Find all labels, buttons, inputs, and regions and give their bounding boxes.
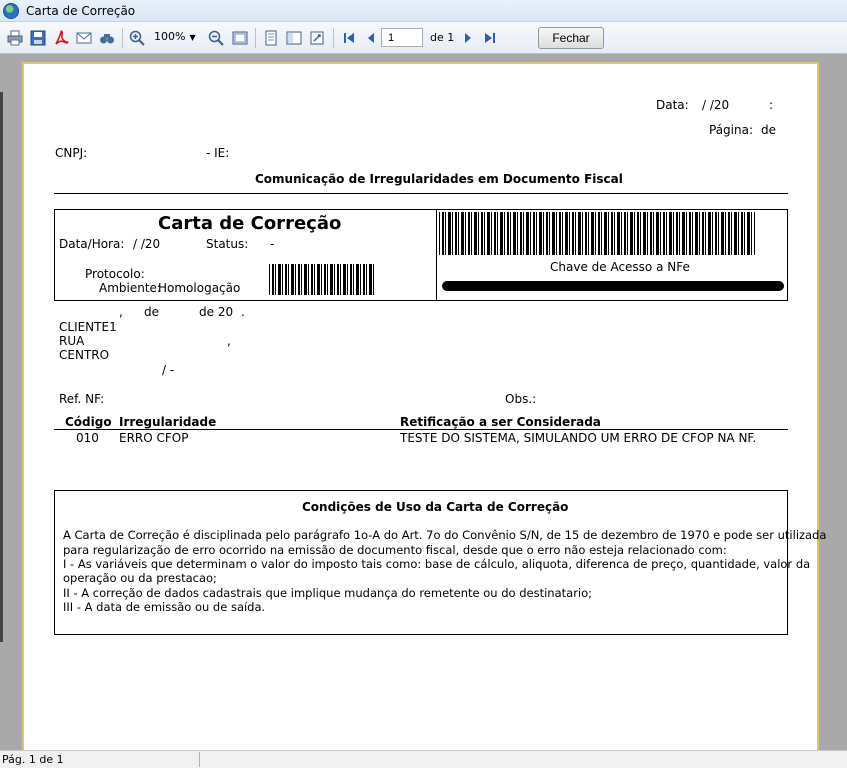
obs-label: Obs.: [505, 392, 537, 406]
report-viewer[interactable] [0, 54, 847, 750]
find-icon[interactable] [98, 29, 116, 47]
report-toolbar [0, 22, 847, 54]
row-codigo: 010 [76, 431, 99, 445]
table-header-codigo: Código [65, 415, 112, 429]
status-value: - [270, 237, 275, 251]
zoom-in-icon[interactable] [128, 29, 146, 47]
table-header-retificacao: Retificação a ser Considerada [400, 415, 601, 429]
page-icon[interactable] [262, 29, 280, 47]
page-label: Página: [709, 123, 754, 137]
conditions-line-3: I - As variáveis que determinam o valor do imposto tais como: base de cálculo, aliquota, diferenca de preço, quantidade, valor da [63, 557, 811, 571]
datahora-label: Data/Hora: [59, 237, 125, 251]
email-icon[interactable] [75, 29, 93, 47]
access-key-barcode [439, 212, 755, 255]
pdf-icon[interactable] [52, 29, 70, 47]
cidade-line: / - [162, 363, 175, 377]
ambiente-label: Ambiente: [99, 281, 161, 295]
date-line-de: de [144, 305, 159, 319]
conditions-line-4: operação ou da prestacao; [63, 571, 217, 585]
status-page-text: Pág. 1 de 1 [2, 753, 64, 766]
ref-nf-label: Ref. NF: [59, 392, 105, 406]
zoom-select[interactable] [154, 30, 196, 43]
next-page-icon[interactable] [459, 29, 477, 47]
date-value: / /20 [702, 98, 730, 112]
window-title: Carta de Correção [26, 4, 136, 18]
toolbar-separator [255, 28, 256, 48]
date-line-dot: . [241, 305, 245, 319]
table-header-irregularidade: Irregularidade [119, 415, 217, 429]
first-page-icon[interactable] [340, 29, 358, 47]
last-page-icon[interactable] [481, 29, 499, 47]
title-divider [54, 193, 788, 194]
rua: RUA [59, 334, 85, 348]
page-de: de [761, 123, 776, 137]
viewer-left-edge [0, 92, 3, 642]
prev-page-icon[interactable] [362, 29, 380, 47]
table-header-divider [54, 429, 788, 430]
toolbar-separator [122, 28, 123, 48]
chave-label: Chave de Acesso a NFe [550, 260, 690, 274]
date-line-de20: de 20 [199, 305, 234, 319]
datahora-value: / /20 [133, 237, 161, 251]
date-line-comma: , [119, 305, 123, 319]
conditions-line-1: A Carta de Correção é disciplinada pelo parágrafo 1o-A do Art. 7o do Convênio S/N, de 15 de dezembro de 1970 e pode ser utilizada [63, 528, 827, 542]
document-title: Comunicação de Irregularidades em Documento Fiscal [255, 172, 623, 186]
rua-comma: , [227, 334, 231, 348]
row-retificacao: TESTE DO SISTEMA, SIMULANDO UM ERRO DE CFOP NA NF. [400, 431, 757, 445]
page-width-icon[interactable] [231, 29, 249, 47]
page-number-input[interactable] [381, 28, 423, 47]
printer-icon[interactable] [6, 29, 24, 47]
close-button[interactable]: Fechar [538, 27, 604, 49]
save-icon[interactable] [29, 29, 47, 47]
carta-title: Carta de Correção [158, 213, 342, 234]
report-page [22, 62, 827, 750]
header-box-divider [436, 209, 437, 301]
cliente-name: CLIENTE1 [59, 320, 117, 334]
protocol-barcode [269, 264, 375, 295]
chevron-down-icon: ▼ [189, 33, 196, 42]
status-divider [199, 752, 200, 767]
zoom-value: 100% [154, 30, 186, 43]
two-page-icon[interactable] [285, 29, 303, 47]
settings-icon[interactable] [308, 29, 326, 47]
protocolo-label: Protocolo: [85, 267, 145, 281]
date-colon: : [769, 98, 774, 112]
row-irregularidade: ERRO CFOP [119, 431, 189, 445]
conditions-line-6: III - A data de emissão ou de saída. [63, 600, 266, 614]
cnpj-label: CNPJ: [55, 146, 88, 160]
ie-label: - IE: [206, 146, 230, 160]
date-label: Data: [656, 98, 689, 112]
zoom-out-icon[interactable] [207, 29, 225, 47]
status-bar [0, 750, 847, 768]
bairro: CENTRO [59, 348, 110, 362]
redacted-access-key [442, 281, 784, 291]
title-bar [0, 0, 847, 22]
app-globe-icon [3, 3, 19, 19]
conditions-title: Condições de Uso da Carta de Correção [302, 500, 569, 514]
ambiente-value: Homologação [158, 281, 241, 295]
page-count-label: de 1 [430, 31, 455, 44]
toolbar-separator [333, 28, 334, 48]
conditions-line-2: para regularização de erro ocorrido na emissão de documento fiscal, desde que o erro não esteja relacionado com: [63, 543, 727, 557]
conditions-line-5: II - A correção de dados cadastrais que implique mudança do remetente ou do destinatario; [63, 586, 593, 600]
status-label: Status: [206, 237, 249, 251]
